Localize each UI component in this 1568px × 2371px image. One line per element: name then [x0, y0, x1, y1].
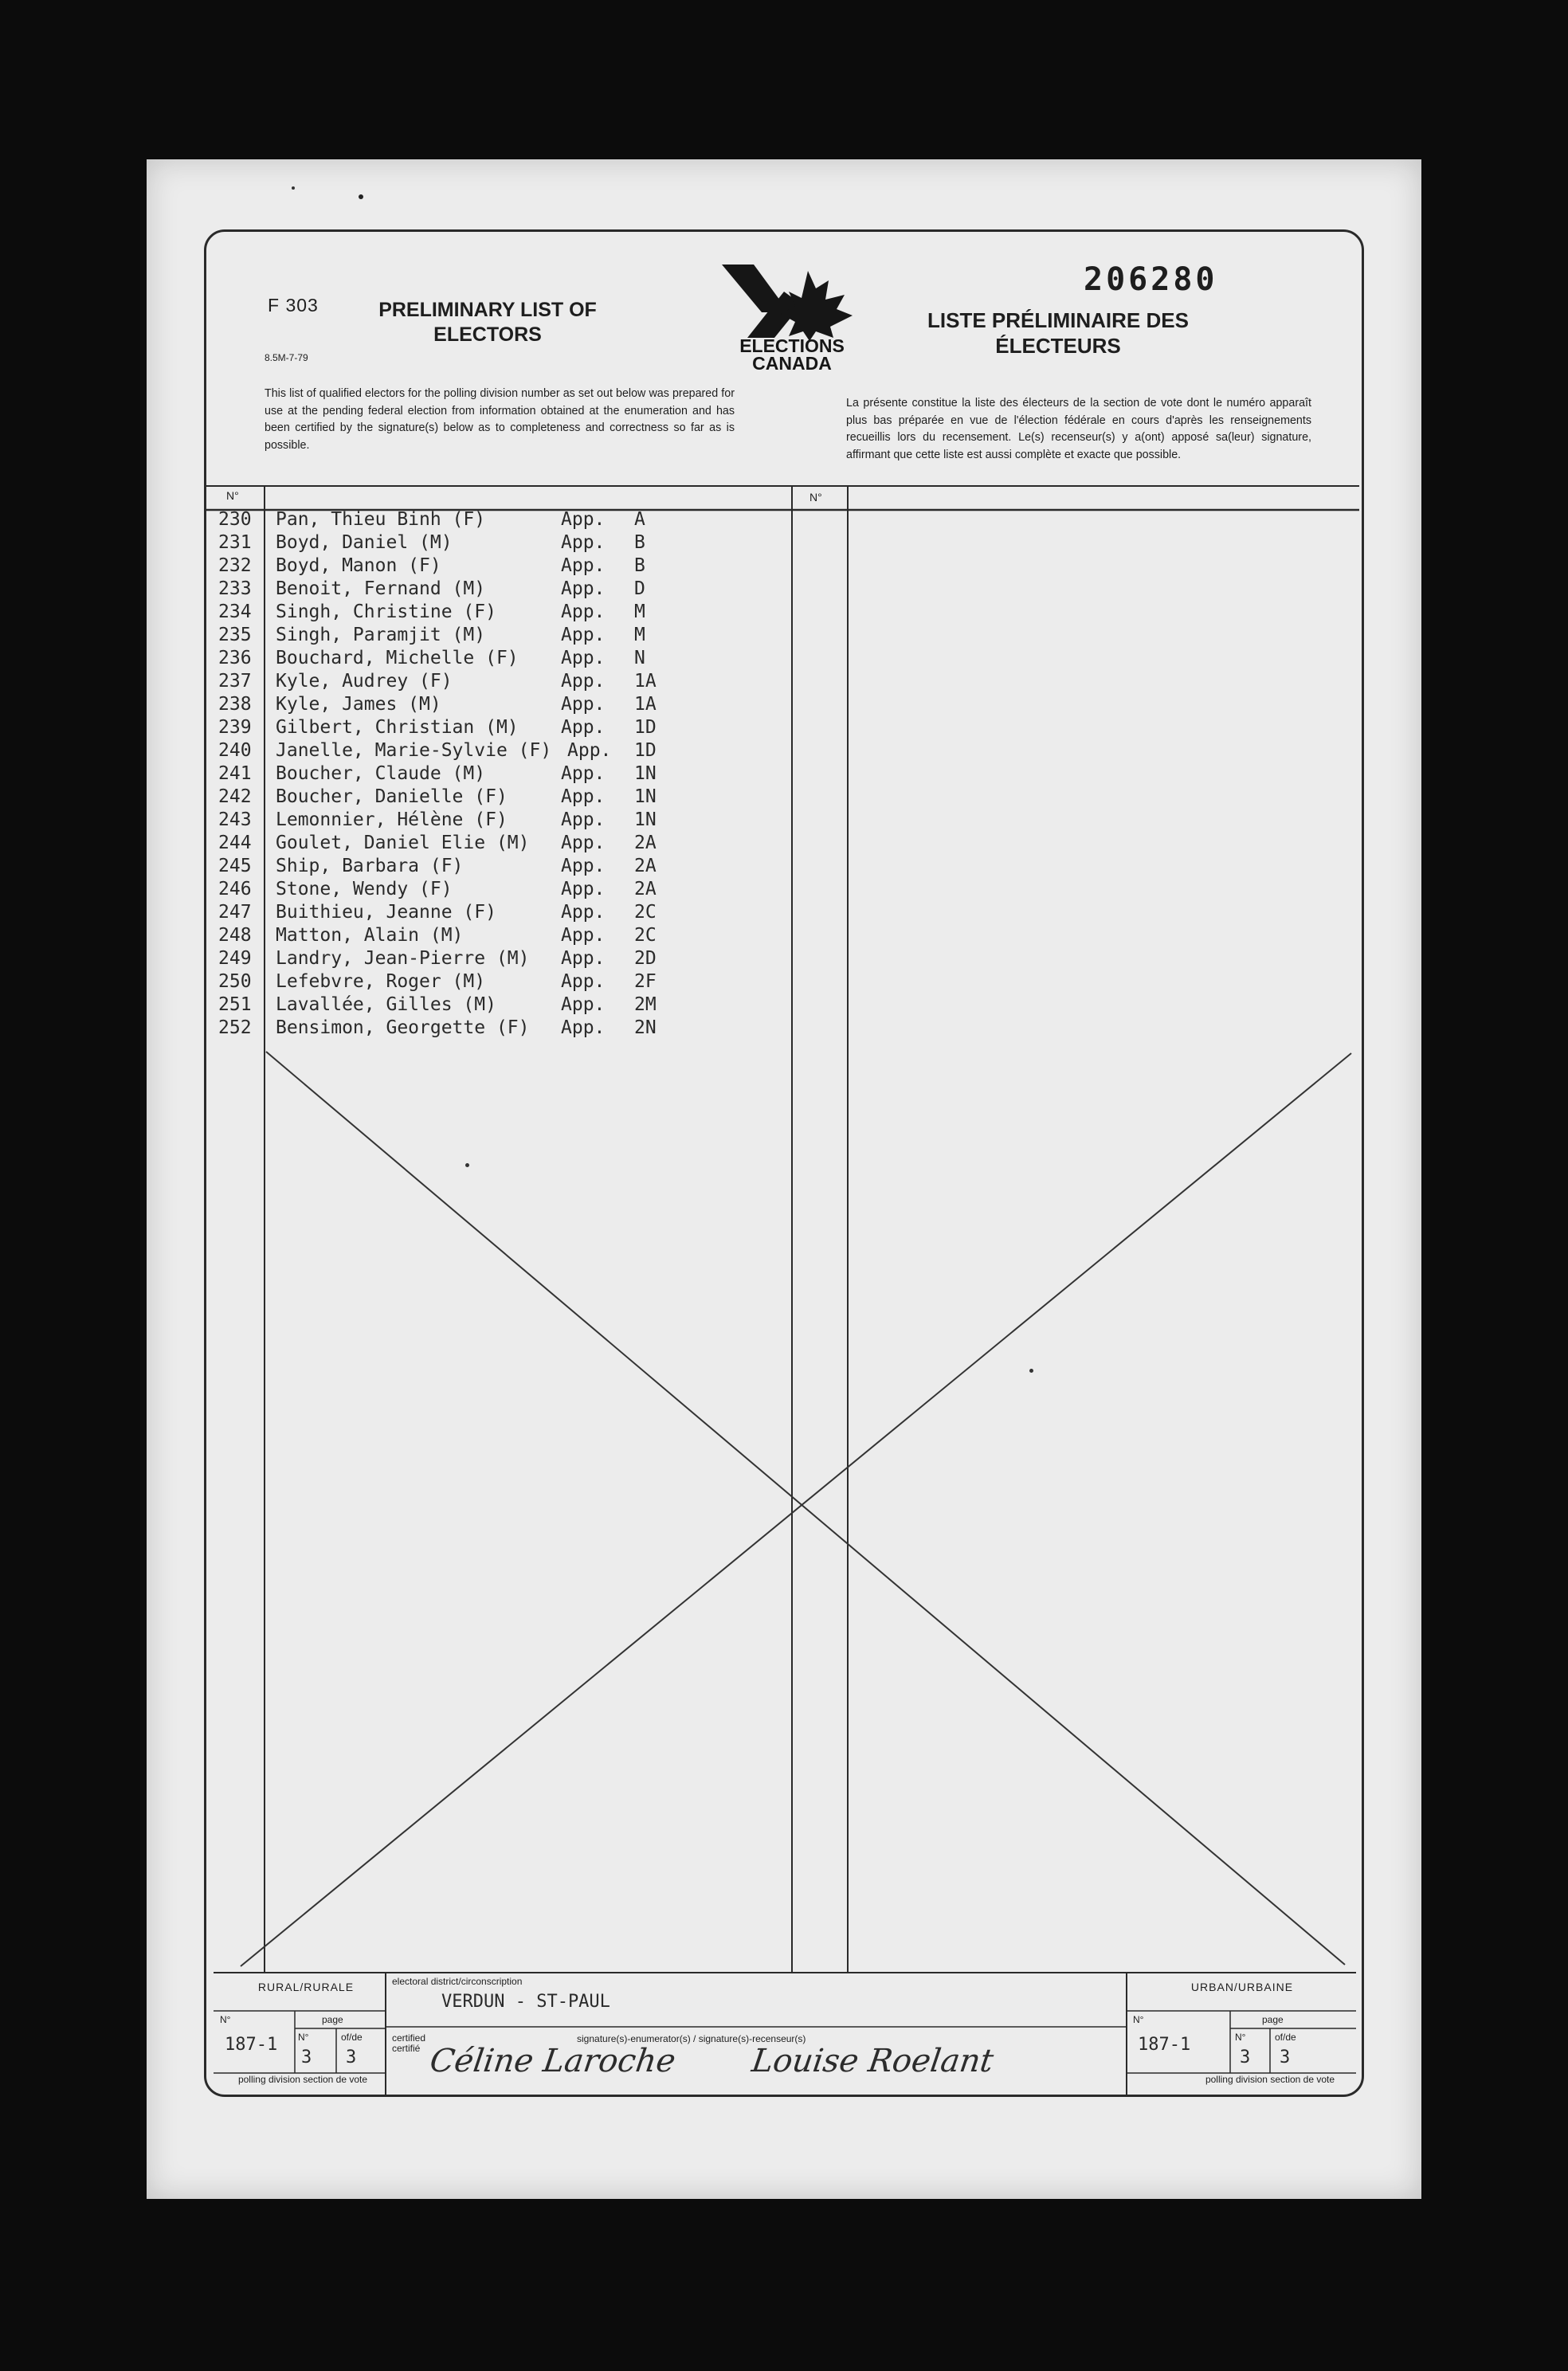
elector-number: 235: [218, 625, 252, 645]
elector-code: 1A: [634, 671, 657, 692]
elector-code: M: [634, 625, 645, 645]
elector-number: 250: [218, 971, 252, 992]
elector-number: 242: [218, 786, 252, 807]
elector-app: App.: [561, 671, 606, 692]
elector-app: App.: [567, 740, 612, 761]
elector-app: App.: [561, 532, 606, 553]
elector-code: 2A: [634, 879, 657, 899]
rural-page-no-label: N°: [298, 2032, 309, 2043]
rural-page-total: 3: [346, 2048, 357, 2067]
elector-number: 237: [218, 671, 252, 692]
elector-name: Stone, Wendy (F): [276, 879, 453, 899]
elector-number: 234: [218, 602, 252, 622]
elector-name: Kyle, James (M): [276, 694, 441, 715]
elector-app: App.: [561, 925, 606, 946]
elector-code: A: [634, 509, 645, 530]
elector-name: Goulet, Daniel Elie (M): [276, 833, 530, 853]
elector-name: Kyle, Audrey (F): [276, 671, 453, 692]
elector-number: 239: [218, 717, 252, 738]
elector-code: 1D: [634, 740, 657, 761]
elector-app: App.: [561, 948, 606, 969]
scan-speck: [1029, 1369, 1033, 1373]
urban-label: URBAN/URBAINE: [1190, 1981, 1294, 1993]
elector-code: 1N: [634, 786, 657, 807]
elector-number: 245: [218, 856, 252, 876]
elector-app: App.: [561, 555, 606, 576]
elector-app: App.: [561, 856, 606, 876]
elector-code: 2N: [634, 1017, 657, 1038]
rural-division-number: 187-1: [225, 2035, 278, 2055]
elector-name: Boyd, Manon (F): [276, 555, 441, 576]
elector-code: B: [634, 555, 645, 576]
elector-number: 232: [218, 555, 252, 576]
district-name: VERDUN - ST-PAUL: [441, 1992, 610, 2012]
right-no-column-header: N°: [809, 491, 822, 504]
elector-name: Bouchard, Michelle (F): [276, 648, 519, 668]
elector-name: Benoit, Fernand (M): [276, 578, 486, 599]
elector-name: Boyd, Daniel (M): [276, 532, 453, 553]
urban-page-no-label: N°: [1235, 2032, 1246, 2043]
elector-app: App.: [561, 902, 606, 923]
elector-app: App.: [561, 994, 606, 1015]
elector-app: App.: [561, 625, 606, 645]
elector-name: Ship, Barbara (F): [276, 856, 464, 876]
elector-number: 251: [218, 994, 252, 1015]
rural-polling-division-label: polling division section de vote: [237, 2074, 368, 2085]
elector-code: 2A: [634, 833, 657, 853]
elector-app: App.: [561, 809, 606, 830]
elector-app: App.: [561, 648, 606, 668]
elector-number: 244: [218, 833, 252, 853]
left-no-column-header: N°: [226, 489, 239, 502]
elector-code: 2C: [634, 925, 657, 946]
elector-code: 2A: [634, 856, 657, 876]
elector-code: 1N: [634, 809, 657, 830]
elector-number: 249: [218, 948, 252, 969]
elector-name: Singh, Christine (F): [276, 602, 496, 622]
elector-name: Bensimon, Georgette (F): [276, 1017, 530, 1038]
elector-app: App.: [561, 971, 606, 992]
elector-name: Lemonnier, Hélène (F): [276, 809, 508, 830]
notice-english: This list of qualified electors for the polling division number as set out below was prepared for use at the pending federal election from information obtained at the enumeration and has been certified by the signature(s) below as to completeness and correctness so far as is possible.: [265, 387, 735, 452]
urban-polling-division-label: polling division section de vote: [1205, 2074, 1335, 2085]
elector-name: Singh, Paramjit (M): [276, 625, 486, 645]
elector-name: Pan, Thieu Binh (F): [276, 509, 486, 530]
district-label: electoral district/circonscription: [392, 1976, 523, 1987]
rural-no-label: N°: [220, 2014, 231, 2025]
elector-app: App.: [561, 833, 606, 853]
elector-name: Gilbert, Christian (M): [276, 717, 519, 738]
title-french: LISTE PRÉLIMINAIRE DES ÉLECTEURS: [927, 308, 1189, 358]
elector-code: 2C: [634, 902, 657, 923]
serial-number: 206280: [1084, 261, 1218, 298]
elector-app: App.: [561, 717, 606, 738]
elector-name: Boucher, Claude (M): [276, 763, 486, 784]
urban-page-total: 3: [1280, 2048, 1291, 2067]
elector-number: 241: [218, 763, 252, 784]
elector-number: 243: [218, 809, 252, 830]
elector-number: 252: [218, 1017, 252, 1038]
signature-label: signature(s)-enumerator(s) / signature(s)-recenseur(s): [577, 2033, 806, 2044]
elector-number: 247: [218, 902, 252, 923]
elector-number: 231: [218, 532, 252, 553]
elector-app: App.: [561, 694, 606, 715]
elector-app: App.: [561, 578, 606, 599]
elector-number: 248: [218, 925, 252, 946]
urban-division-number: 187-1: [1138, 2035, 1191, 2055]
elector-number: 233: [218, 578, 252, 599]
elector-name: Boucher, Danielle (F): [276, 786, 508, 807]
form-code: F 303: [268, 295, 319, 315]
elector-code: N: [634, 648, 645, 668]
elector-code: 2F: [634, 971, 657, 992]
elector-name: Matton, Alain (M): [276, 925, 464, 946]
scan-speck: [292, 186, 295, 190]
scan-speck: [465, 1163, 469, 1167]
elector-code: 2M: [634, 994, 657, 1015]
rural-label: RURAL/RURALE: [257, 1981, 355, 1993]
elector-app: App.: [561, 1017, 606, 1038]
elector-number: 236: [218, 648, 252, 668]
notice-french: La présente constitue la liste des électeurs de la section de vote dont le numéro apparaît plus bas préparée en vue de l'élection fédérale en cours d'après les renseignements recueillis lors du recensement. Le(s) recenseur(s) y a(ont) apposé sa(leur) signature, affirmant que cette liste est aussi complète et exacte que possible.: [846, 397, 1311, 461]
elector-code: M: [634, 602, 645, 622]
elector-code: 1N: [634, 763, 657, 784]
elector-app: App.: [561, 602, 606, 622]
urban-page-label: page: [1262, 2014, 1284, 2025]
urban-no-label: N°: [1133, 2014, 1144, 2025]
rural-page-label: page: [322, 2014, 343, 2025]
elector-number: 230: [218, 509, 252, 530]
logo-text-canada: CANADA: [752, 353, 832, 374]
elector-name: Buithieu, Jeanne (F): [276, 902, 496, 923]
elector-name: Lavallée, Gilles (M): [276, 994, 496, 1015]
document-page: [147, 159, 1421, 2199]
elector-code: D: [634, 578, 645, 599]
signature-2: Louise Roelant: [749, 2043, 996, 2079]
title-english: PRELIMINARY LIST OF ELECTORS: [378, 299, 597, 346]
elector-name: Landry, Jean-Pierre (M): [276, 948, 530, 969]
elector-app: App.: [561, 879, 606, 899]
print-code: 8.5M-7-79: [265, 352, 308, 363]
elector-number: 246: [218, 879, 252, 899]
rural-of-label: of/de: [341, 2032, 363, 2043]
elector-code: 1D: [634, 717, 657, 738]
elector-number: 238: [218, 694, 252, 715]
elector-number: 240: [218, 740, 252, 761]
signature-1: Céline Laroche: [427, 2043, 678, 2079]
elector-code: 1A: [634, 694, 657, 715]
elector-code: 2D: [634, 948, 657, 969]
urban-of-label: of/de: [1275, 2032, 1296, 2043]
elector-app: App.: [561, 509, 606, 530]
logo-text-elections: ELECTIONS: [739, 335, 845, 356]
table-ruling: [147, 159, 1421, 2199]
elector-app: App.: [561, 763, 606, 784]
elector-code: B: [634, 532, 645, 553]
urban-page-number: 3: [1240, 2048, 1251, 2067]
scan-speck: [359, 194, 363, 199]
rural-page-number: 3: [301, 2048, 312, 2067]
elector-name: Lefebvre, Roger (M): [276, 971, 486, 992]
certified-label: certified certifié: [392, 2032, 426, 2054]
elector-name: Janelle, Marie-Sylvie (F): [276, 740, 552, 761]
elector-app: App.: [561, 786, 606, 807]
cancel-stroke-1: [266, 1052, 1345, 1965]
